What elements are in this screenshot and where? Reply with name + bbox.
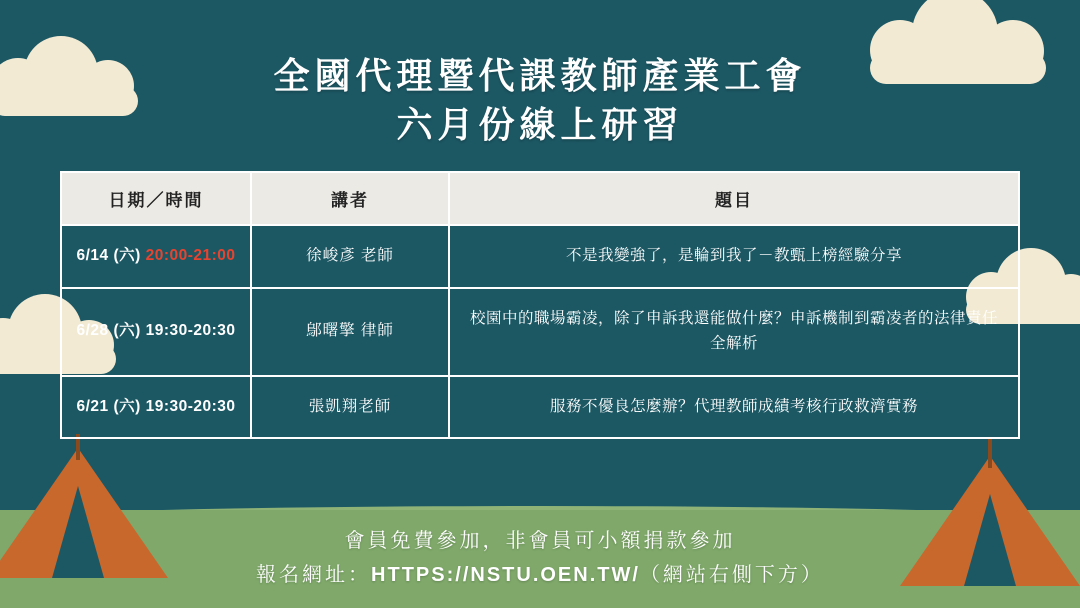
title-line-1: 全國代理暨代課教師產業工會 <box>273 55 807 96</box>
registration-url[interactable]: HTTPS://NSTU.OEN.TW/ <box>371 564 640 586</box>
date-text: 6/14 (六) <box>76 247 146 265</box>
table-row <box>61 288 1019 376</box>
column-header-date: 日期／時間 <box>61 172 251 225</box>
cell-topic: 不是我變強了，是輪到我了－教甄上榜經驗分享 <box>449 225 1019 288</box>
column-header-speaker: 講者 <box>251 172 449 225</box>
table-header-row <box>61 172 1019 225</box>
footer-registration-label: 報名網址： <box>256 564 372 586</box>
cell-speaker: 張凱翔老師 <box>251 376 449 439</box>
column-header-topic: 題目 <box>449 172 1019 225</box>
cell-date <box>61 376 251 439</box>
cell-date <box>61 288 251 376</box>
title-line-2: 六月份線上研習 <box>396 103 684 145</box>
footer-registration-hint: （網站右側下方） <box>639 564 824 586</box>
cell-topic: 服務不優良怎麼辦？代理教師成績考核行政救濟實務 <box>449 376 1019 439</box>
footer-line-2 <box>0 558 1080 592</box>
table-row <box>61 376 1019 439</box>
date-highlight-time: 20:00-21:00 <box>145 247 236 265</box>
footer-line-1: 會員免費參加，非會員可小額捐款參加 <box>344 530 736 552</box>
cell-date <box>61 225 251 288</box>
page-title <box>0 0 1080 149</box>
cell-topic: 校園中的職場霸凌，除了申訴我還能做什麼？申訴機制到霸凌者的法律責任全解析 <box>449 288 1019 376</box>
schedule-table <box>60 171 1020 439</box>
cell-speaker: 徐峻彥 老師 <box>251 225 449 288</box>
date-text: 6/21 (六) 19:30-20:30 <box>76 397 236 415</box>
date-text: 6/28 (六) 19:30-20:30 <box>76 322 236 340</box>
footer-note <box>0 524 1080 592</box>
table-row <box>61 225 1019 288</box>
cell-speaker: 鄔曙擎 律師 <box>251 288 449 376</box>
